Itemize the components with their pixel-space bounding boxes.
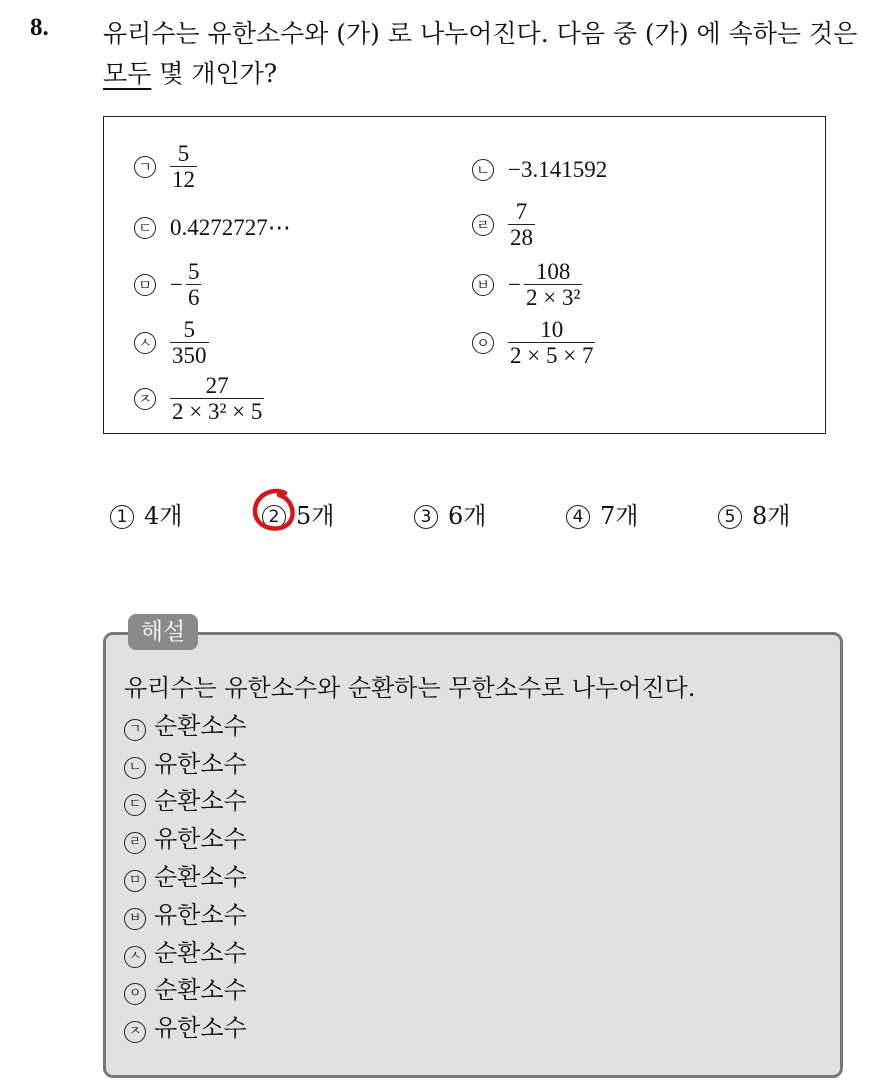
denominator: 2 × 5 × 7 — [510, 343, 594, 368]
explanation-marker: ㅁ — [124, 870, 146, 892]
explanation-text: 유한소수 — [154, 825, 247, 854]
fraction — [170, 317, 209, 368]
explanation-intro: 유리수는 유한소수와 순환하는 무한소수로 나누어진다. — [124, 674, 696, 702]
option-item — [134, 259, 201, 310]
answer-circle-mark-icon — [249, 485, 299, 535]
denominator: 2 × 3² — [525, 285, 581, 310]
option-marker: ㄱ — [134, 156, 156, 178]
choice-label: 7개 — [600, 502, 639, 530]
explanation-marker: ㄷ — [124, 794, 146, 816]
explanation-marker: ㄴ — [124, 757, 146, 779]
numerator: 7 — [515, 199, 528, 224]
fraction — [508, 199, 535, 250]
minus-sign: − — [170, 271, 183, 297]
explanation-marker: ㅇ — [124, 983, 146, 1005]
explanation-line — [124, 972, 695, 1010]
minus-sign: − — [508, 271, 521, 297]
fraction — [170, 373, 264, 424]
explanation-body — [124, 670, 695, 1048]
option-item — [472, 259, 582, 310]
numerator: 27 — [205, 373, 229, 398]
explanation-marker: ㅈ — [124, 1021, 146, 1043]
question-text — [103, 14, 873, 94]
choice-label: 4개 — [144, 502, 183, 530]
choice-number: 3 — [414, 505, 438, 529]
explanation-text: 유한소수 — [154, 1014, 247, 1043]
option-marker: ㅅ — [134, 332, 156, 354]
explanation-line — [124, 1010, 695, 1048]
explanation-line — [124, 783, 695, 821]
option-marker: ㅇ — [472, 332, 494, 354]
numerator: 108 — [535, 259, 571, 284]
option-item — [134, 141, 197, 192]
numerator: 5 — [187, 259, 200, 284]
explanation-text: 유한소수 — [154, 749, 247, 778]
option-marker: ㄷ — [134, 217, 156, 239]
choice-label: 8개 — [752, 502, 791, 530]
choice-4[interactable] — [566, 496, 638, 531]
option-value: 0.4272727⋯ — [170, 215, 291, 240]
option-item — [134, 373, 264, 424]
explanation-line — [124, 859, 695, 897]
question-number: 8. — [30, 14, 49, 41]
numerator: 5 — [183, 317, 195, 342]
choice-5[interactable] — [718, 496, 790, 531]
option-item — [134, 215, 291, 241]
choice-number: 2 — [262, 505, 286, 529]
choice-number: 5 — [718, 505, 742, 529]
explanation-text: 순환소수 — [154, 976, 247, 1005]
denominator: 2 × 3² × 5 — [172, 399, 263, 424]
question-line-2 — [103, 54, 873, 94]
fraction — [186, 259, 202, 310]
choice-label: 6개 — [448, 502, 487, 530]
underlined-word: 모두 — [103, 59, 152, 88]
explanation-tag: 해설 — [128, 614, 198, 650]
option-item — [472, 199, 535, 250]
choice-number: 1 — [110, 505, 134, 529]
choice-number: 4 — [566, 505, 590, 529]
explanation-marker: ㄱ — [124, 719, 146, 741]
choice-label: 5개 — [296, 502, 335, 530]
explanation-marker: ㅅ — [124, 946, 146, 968]
fraction — [170, 141, 197, 192]
denominator: 350 — [172, 343, 207, 368]
question-line-2-rest: 몇 개인가? — [151, 59, 278, 88]
option-item — [134, 317, 209, 368]
denominator: 6 — [187, 285, 200, 310]
explanation-text: 유한소수 — [154, 900, 247, 929]
explanation-line — [124, 821, 695, 859]
option-marker: ㅈ — [134, 388, 156, 410]
answer-choices — [0, 496, 884, 530]
fraction — [524, 259, 582, 310]
explanation-text: 순환소수 — [154, 711, 247, 740]
option-item — [472, 157, 607, 183]
denominator: 28 — [510, 225, 533, 250]
question-line-1: 유리수는 유한소수와 (가) 로 나누어진다. 다음 중 (가) 에 속하는 것은 — [103, 19, 858, 48]
fraction — [508, 317, 595, 368]
explanation-text: 순환소수 — [154, 787, 247, 816]
option-marker: ㄹ — [472, 214, 494, 236]
explanation-marker: ㅂ — [124, 908, 146, 930]
option-item — [472, 317, 595, 368]
option-marker: ㅁ — [134, 274, 156, 296]
explanation-line — [124, 708, 695, 746]
explanation-text: 순환소수 — [154, 862, 247, 891]
choice-1[interactable] — [110, 496, 182, 531]
choice-3[interactable] — [414, 496, 486, 531]
option-marker: ㅂ — [472, 274, 494, 296]
option-marker: ㄴ — [472, 159, 494, 181]
explanation-text: 순환소수 — [154, 938, 247, 967]
denominator: 12 — [172, 167, 195, 192]
numerator: 10 — [540, 317, 564, 342]
explanation-line — [124, 897, 695, 935]
option-value: −3.141592 — [508, 157, 608, 182]
explanation-line — [124, 746, 695, 784]
explanation-line — [124, 935, 695, 973]
options-box — [103, 116, 826, 434]
numerator: 5 — [177, 141, 190, 166]
explanation-marker: ㄹ — [124, 832, 146, 854]
